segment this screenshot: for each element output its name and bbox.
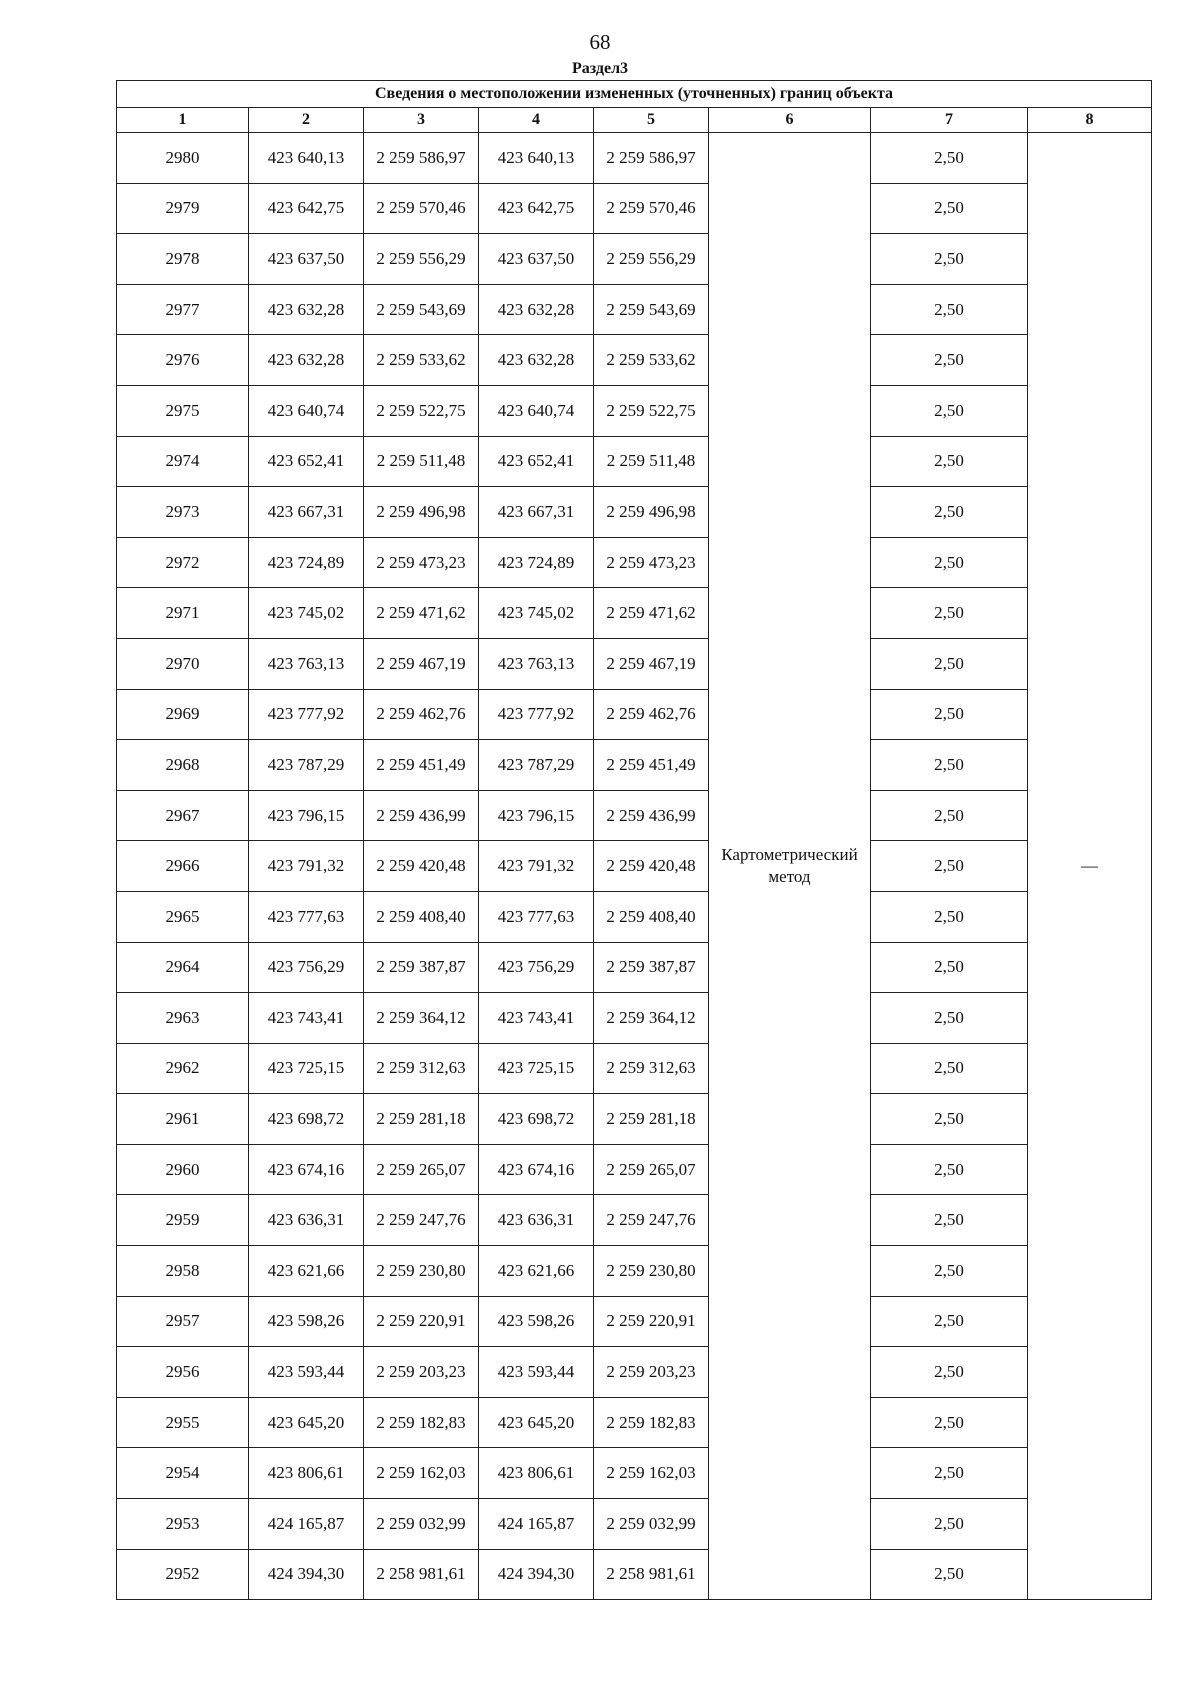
accuracy-cell: 2,50 xyxy=(871,284,1028,335)
y-existing-cell: 2 259 522,75 xyxy=(364,385,479,436)
y-existing-cell: 2 259 436,99 xyxy=(364,790,479,841)
x-new-cell: 423 593,44 xyxy=(479,1347,594,1398)
accuracy-cell: 2,50 xyxy=(871,234,1028,285)
y-existing-cell: 2 259 247,76 xyxy=(364,1195,479,1246)
x-new-cell: 423 667,31 xyxy=(479,487,594,538)
accuracy-cell: 2,50 xyxy=(871,133,1028,184)
y-new-cell: 2 258 981,61 xyxy=(594,1549,709,1600)
table-row xyxy=(117,487,1152,538)
y-existing-cell: 2 259 462,76 xyxy=(364,689,479,740)
y-new-cell: 2 259 230,80 xyxy=(594,1246,709,1297)
y-existing-cell: 2 259 556,29 xyxy=(364,234,479,285)
point-number-cell: 2973 xyxy=(117,487,249,538)
y-new-cell: 2 259 533,62 xyxy=(594,335,709,386)
y-new-cell: 2 259 420,48 xyxy=(594,841,709,892)
accuracy-cell: 2,50 xyxy=(871,1094,1028,1145)
x-new-cell: 424 165,87 xyxy=(479,1499,594,1550)
y-new-cell: 2 259 247,76 xyxy=(594,1195,709,1246)
accuracy-cell: 2,50 xyxy=(871,1144,1028,1195)
accuracy-cell: 2,50 xyxy=(871,436,1028,487)
y-new-cell: 2 259 543,69 xyxy=(594,284,709,335)
x-new-cell: 423 796,15 xyxy=(479,790,594,841)
x-new-cell: 423 621,66 xyxy=(479,1246,594,1297)
point-number-cell: 2968 xyxy=(117,740,249,791)
point-number-cell: 2980 xyxy=(117,133,249,184)
page-number: 68 xyxy=(589,30,611,54)
x-new-cell: 423 640,74 xyxy=(479,385,594,436)
table-row xyxy=(117,689,1152,740)
x-existing-cell: 423 593,44 xyxy=(249,1347,364,1398)
section-title: Раздел3 xyxy=(571,60,629,77)
y-new-cell: 2 259 203,23 xyxy=(594,1347,709,1398)
y-new-cell: 2 259 387,87 xyxy=(594,942,709,993)
point-number-cell: 2961 xyxy=(117,1094,249,1145)
y-existing-cell: 2 259 511,48 xyxy=(364,436,479,487)
x-existing-cell: 423 642,75 xyxy=(249,183,364,234)
x-new-cell: 423 640,13 xyxy=(479,133,594,184)
y-new-cell: 2 259 586,97 xyxy=(594,133,709,184)
y-new-cell: 2 259 281,18 xyxy=(594,1094,709,1145)
y-existing-cell: 2 259 467,19 xyxy=(364,638,479,689)
y-existing-cell: 2 259 473,23 xyxy=(364,537,479,588)
x-existing-cell: 423 756,29 xyxy=(249,942,364,993)
table-row xyxy=(117,537,1152,588)
accuracy-cell: 2,50 xyxy=(871,1043,1028,1094)
point-number-cell: 2979 xyxy=(117,183,249,234)
table-row xyxy=(117,638,1152,689)
y-existing-cell: 2 259 220,91 xyxy=(364,1296,479,1347)
y-existing-cell: 2 259 203,23 xyxy=(364,1347,479,1398)
x-new-cell: 423 777,92 xyxy=(479,689,594,740)
accuracy-cell: 2,50 xyxy=(871,1549,1028,1600)
x-existing-cell: 423 637,50 xyxy=(249,234,364,285)
y-existing-cell: 2 259 281,18 xyxy=(364,1094,479,1145)
accuracy-cell: 2,50 xyxy=(871,1397,1028,1448)
column-number-4: 4 xyxy=(479,108,594,133)
accuracy-cell: 2,50 xyxy=(871,1246,1028,1297)
column-8-cell: — xyxy=(1028,133,1152,1600)
x-new-cell: 423 756,29 xyxy=(479,942,594,993)
point-number-cell: 2977 xyxy=(117,284,249,335)
y-new-cell: 2 259 312,63 xyxy=(594,1043,709,1094)
y-new-cell: 2 259 032,99 xyxy=(594,1499,709,1550)
x-existing-cell: 423 632,28 xyxy=(249,335,364,386)
accuracy-cell: 2,50 xyxy=(871,1448,1028,1499)
y-existing-cell: 2 259 451,49 xyxy=(364,740,479,791)
x-new-cell: 423 806,61 xyxy=(479,1448,594,1499)
column-number-5: 5 xyxy=(594,108,709,133)
table-row xyxy=(117,1094,1152,1145)
point-number-cell: 2956 xyxy=(117,1347,249,1398)
y-new-cell: 2 259 162,03 xyxy=(594,1448,709,1499)
table-row xyxy=(117,183,1152,234)
x-new-cell: 423 698,72 xyxy=(479,1094,594,1145)
y-existing-cell: 2 259 387,87 xyxy=(364,942,479,993)
y-new-cell: 2 259 556,29 xyxy=(594,234,709,285)
table-row xyxy=(117,841,1152,892)
x-existing-cell: 423 698,72 xyxy=(249,1094,364,1145)
y-new-cell: 2 259 462,76 xyxy=(594,689,709,740)
table-row xyxy=(117,1043,1152,1094)
x-new-cell: 423 636,31 xyxy=(479,1195,594,1246)
accuracy-cell: 2,50 xyxy=(871,183,1028,234)
accuracy-cell: 2,50 xyxy=(871,335,1028,386)
accuracy-cell: 2,50 xyxy=(871,487,1028,538)
point-number-cell: 2963 xyxy=(117,993,249,1044)
x-new-cell: 423 632,28 xyxy=(479,335,594,386)
point-number-cell: 2978 xyxy=(117,234,249,285)
y-existing-cell: 2 259 570,46 xyxy=(364,183,479,234)
table-row xyxy=(117,385,1152,436)
accuracy-cell: 2,50 xyxy=(871,740,1028,791)
column-number-1: 1 xyxy=(117,108,249,133)
point-number-cell: 2964 xyxy=(117,942,249,993)
x-new-cell: 423 745,02 xyxy=(479,588,594,639)
accuracy-cell: 2,50 xyxy=(871,588,1028,639)
table-row xyxy=(117,133,1152,184)
y-existing-cell: 2 259 533,62 xyxy=(364,335,479,386)
y-new-cell: 2 259 182,83 xyxy=(594,1397,709,1448)
table-caption: Сведения о местоположении измененных (уточненных) границ объекта xyxy=(117,81,1152,108)
table-row xyxy=(117,1144,1152,1195)
accuracy-cell: 2,50 xyxy=(871,891,1028,942)
point-number-cell: 2955 xyxy=(117,1397,249,1448)
table-row xyxy=(117,790,1152,841)
accuracy-cell: 2,50 xyxy=(871,385,1028,436)
x-new-cell: 423 642,75 xyxy=(479,183,594,234)
x-existing-cell: 423 745,02 xyxy=(249,588,364,639)
table-row xyxy=(117,993,1152,1044)
table-row xyxy=(117,284,1152,335)
x-existing-cell: 423 743,41 xyxy=(249,993,364,1044)
method-cell: Картометрический метод xyxy=(709,133,871,1600)
x-existing-cell: 423 806,61 xyxy=(249,1448,364,1499)
point-number-cell: 2960 xyxy=(117,1144,249,1195)
x-existing-cell: 423 598,26 xyxy=(249,1296,364,1347)
column-number-3: 3 xyxy=(364,108,479,133)
table-row xyxy=(117,1448,1152,1499)
y-new-cell: 2 259 496,98 xyxy=(594,487,709,538)
accuracy-cell: 2,50 xyxy=(871,1195,1028,1246)
y-new-cell: 2 259 511,48 xyxy=(594,436,709,487)
table-row xyxy=(117,1195,1152,1246)
accuracy-cell: 2,50 xyxy=(871,790,1028,841)
table-row xyxy=(117,335,1152,386)
x-new-cell: 423 791,32 xyxy=(479,841,594,892)
point-number-cell: 2952 xyxy=(117,1549,249,1600)
x-new-cell: 423 652,41 xyxy=(479,436,594,487)
x-new-cell: 423 763,13 xyxy=(479,638,594,689)
point-number-cell: 2953 xyxy=(117,1499,249,1550)
x-new-cell: 423 787,29 xyxy=(479,740,594,791)
y-new-cell: 2 259 473,23 xyxy=(594,537,709,588)
y-existing-cell: 2 259 471,62 xyxy=(364,588,479,639)
point-number-cell: 2970 xyxy=(117,638,249,689)
x-existing-cell: 423 636,31 xyxy=(249,1195,364,1246)
point-number-cell: 2975 xyxy=(117,385,249,436)
table-row xyxy=(117,234,1152,285)
x-existing-cell: 423 645,20 xyxy=(249,1397,364,1448)
point-number-cell: 2967 xyxy=(117,790,249,841)
x-existing-cell: 423 777,63 xyxy=(249,891,364,942)
accuracy-cell: 2,50 xyxy=(871,993,1028,1044)
y-new-cell: 2 259 570,46 xyxy=(594,183,709,234)
y-new-cell: 2 259 220,91 xyxy=(594,1296,709,1347)
table-row xyxy=(117,1549,1152,1600)
x-existing-cell: 423 674,16 xyxy=(249,1144,364,1195)
y-existing-cell: 2 259 543,69 xyxy=(364,284,479,335)
accuracy-cell: 2,50 xyxy=(871,942,1028,993)
table-row xyxy=(117,436,1152,487)
accuracy-cell: 2,50 xyxy=(871,638,1028,689)
table-row xyxy=(117,740,1152,791)
y-new-cell: 2 259 436,99 xyxy=(594,790,709,841)
point-number-cell: 2962 xyxy=(117,1043,249,1094)
point-number-cell: 2966 xyxy=(117,841,249,892)
accuracy-cell: 2,50 xyxy=(871,1499,1028,1550)
column-number-2: 2 xyxy=(249,108,364,133)
x-existing-cell: 423 640,13 xyxy=(249,133,364,184)
table-row xyxy=(117,1499,1152,1550)
point-number-cell: 2957 xyxy=(117,1296,249,1347)
table-row xyxy=(117,891,1152,942)
x-existing-cell: 423 724,89 xyxy=(249,537,364,588)
x-existing-cell: 423 667,31 xyxy=(249,487,364,538)
x-new-cell: 424 394,30 xyxy=(479,1549,594,1600)
column-number-6: 6 xyxy=(709,108,871,133)
point-number-cell: 2959 xyxy=(117,1195,249,1246)
y-existing-cell: 2 258 981,61 xyxy=(364,1549,479,1600)
x-existing-cell: 423 787,29 xyxy=(249,740,364,791)
point-number-cell: 2972 xyxy=(117,537,249,588)
x-existing-cell: 423 796,15 xyxy=(249,790,364,841)
x-existing-cell: 424 394,30 xyxy=(249,1549,364,1600)
y-existing-cell: 2 259 265,07 xyxy=(364,1144,479,1195)
point-number-cell: 2954 xyxy=(117,1448,249,1499)
y-existing-cell: 2 259 312,63 xyxy=(364,1043,479,1094)
point-number-cell: 2969 xyxy=(117,689,249,740)
accuracy-cell: 2,50 xyxy=(871,689,1028,740)
x-new-cell: 423 632,28 xyxy=(479,284,594,335)
point-number-cell: 2971 xyxy=(117,588,249,639)
y-existing-cell: 2 259 586,97 xyxy=(364,133,479,184)
table-row xyxy=(117,588,1152,639)
y-existing-cell: 2 259 230,80 xyxy=(364,1246,479,1297)
x-new-cell: 423 674,16 xyxy=(479,1144,594,1195)
y-new-cell: 2 259 451,49 xyxy=(594,740,709,791)
table-row xyxy=(117,942,1152,993)
accuracy-cell: 2,50 xyxy=(871,537,1028,588)
x-existing-cell: 423 632,28 xyxy=(249,284,364,335)
x-new-cell: 423 724,89 xyxy=(479,537,594,588)
accuracy-cell: 2,50 xyxy=(871,1296,1028,1347)
y-existing-cell: 2 259 182,83 xyxy=(364,1397,479,1448)
table-row xyxy=(117,1347,1152,1398)
x-existing-cell: 423 621,66 xyxy=(249,1246,364,1297)
point-number-cell: 2976 xyxy=(117,335,249,386)
coordinates-table xyxy=(116,80,1152,1600)
point-number-cell: 2974 xyxy=(117,436,249,487)
y-existing-cell: 2 259 364,12 xyxy=(364,993,479,1044)
x-existing-cell: 423 777,92 xyxy=(249,689,364,740)
x-existing-cell: 423 640,74 xyxy=(249,385,364,436)
x-new-cell: 423 637,50 xyxy=(479,234,594,285)
column-number-row xyxy=(117,108,1152,133)
y-existing-cell: 2 259 408,40 xyxy=(364,891,479,942)
x-existing-cell: 424 165,87 xyxy=(249,1499,364,1550)
y-new-cell: 2 259 364,12 xyxy=(594,993,709,1044)
x-new-cell: 423 777,63 xyxy=(479,891,594,942)
y-new-cell: 2 259 467,19 xyxy=(594,638,709,689)
accuracy-cell: 2,50 xyxy=(871,841,1028,892)
x-new-cell: 423 743,41 xyxy=(479,993,594,1044)
y-existing-cell: 2 259 032,99 xyxy=(364,1499,479,1550)
y-new-cell: 2 259 265,07 xyxy=(594,1144,709,1195)
x-new-cell: 423 645,20 xyxy=(479,1397,594,1448)
table-row xyxy=(117,1246,1152,1297)
x-existing-cell: 423 652,41 xyxy=(249,436,364,487)
y-existing-cell: 2 259 420,48 xyxy=(364,841,479,892)
table-row xyxy=(117,1296,1152,1347)
table-row xyxy=(117,1397,1152,1448)
y-new-cell: 2 259 471,62 xyxy=(594,588,709,639)
y-new-cell: 2 259 408,40 xyxy=(594,891,709,942)
x-existing-cell: 423 791,32 xyxy=(249,841,364,892)
point-number-cell: 2965 xyxy=(117,891,249,942)
x-existing-cell: 423 725,15 xyxy=(249,1043,364,1094)
y-new-cell: 2 259 522,75 xyxy=(594,385,709,436)
accuracy-cell: 2,50 xyxy=(871,1347,1028,1398)
y-existing-cell: 2 259 162,03 xyxy=(364,1448,479,1499)
column-number-7: 7 xyxy=(871,108,1028,133)
x-existing-cell: 423 763,13 xyxy=(249,638,364,689)
table-body xyxy=(117,133,1152,1600)
y-existing-cell: 2 259 496,98 xyxy=(364,487,479,538)
x-new-cell: 423 725,15 xyxy=(479,1043,594,1094)
column-number-8: 8 xyxy=(1028,108,1152,133)
point-number-cell: 2958 xyxy=(117,1246,249,1297)
x-new-cell: 423 598,26 xyxy=(479,1296,594,1347)
